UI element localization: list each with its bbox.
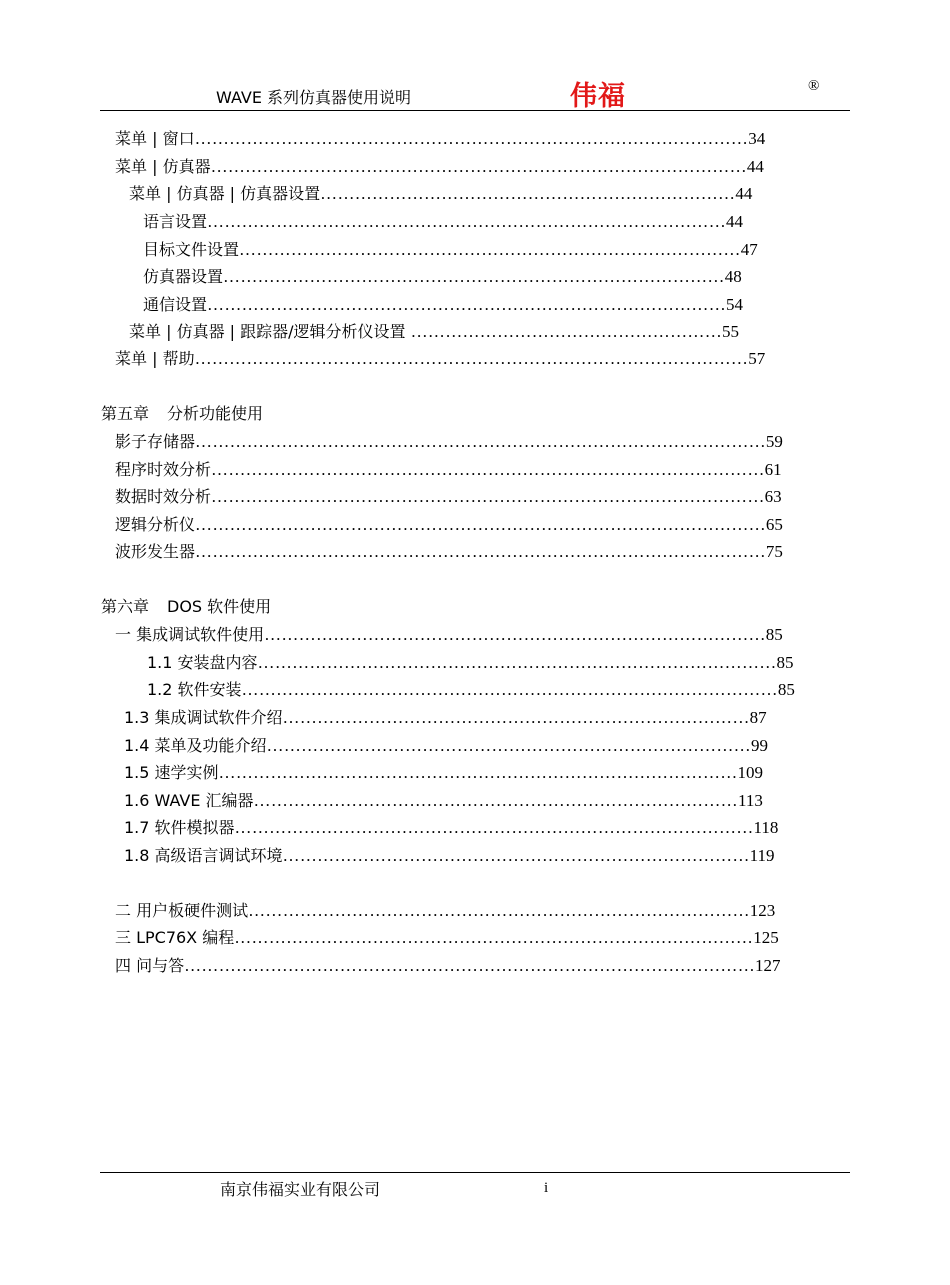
toc-entry: [115, 431, 786, 453]
chapter-heading: [101, 403, 263, 425]
chapter-title: DOS 软件使用: [167, 597, 272, 616]
chapter-label: 第六章: [101, 597, 150, 616]
toc-page-number: 127: [755, 956, 781, 975]
toc-entry: [124, 817, 780, 839]
chapter-title: 分析功能使用: [167, 404, 264, 423]
toc-entry-title: 1.8 高级语言调试环境: [124, 846, 283, 865]
toc-dot-leader: ……………………………………………………………………………: [223, 267, 725, 286]
toc-entry-title: 菜单 | 窗口: [115, 129, 195, 148]
toc-entry: [115, 486, 786, 508]
toc-dot-leader: ………………………………………………………………………: [282, 846, 750, 865]
toc-entry: [115, 624, 787, 646]
toc-entry-title: 1.5 速学实例: [124, 763, 219, 782]
company-name: 南京伟福实业有限公司: [220, 1180, 381, 1199]
toc-dot-leader: ………………………………………………………………………………: [234, 818, 754, 837]
toc-entry-title: 逻辑分析仪: [115, 515, 196, 534]
toc-entry: [124, 845, 776, 867]
toc-entry-title: 三 LPC76X 编程: [115, 928, 235, 947]
toc-page-number: 87: [749, 708, 767, 727]
toc-entry-title: 1.4 菜单及功能介绍: [124, 736, 267, 755]
toc-page-number: 59: [765, 432, 783, 451]
toc-entry-title: 菜单 | 仿真器: [115, 157, 211, 176]
toc-entry-title: 菜单 | 仿真器 | 仿真器设置: [129, 184, 321, 203]
toc-entry-title: 1.3 集成调试软件介绍: [124, 708, 283, 727]
toc-page-number: 47: [740, 240, 758, 259]
toc-page-number: 113: [737, 791, 763, 810]
toc-entry-title: 1.1 安装盘内容: [147, 653, 258, 672]
toc-entry-title: 目标文件设置: [143, 240, 240, 259]
toc-page-number: 48: [724, 267, 742, 286]
toc-dot-leader: ………………………………………………………………………………………: [184, 956, 755, 975]
toc-dot-leader: ………………………………………………………………………………………: [195, 432, 766, 451]
toc-entry: [115, 128, 777, 150]
toc-page-number: 57: [748, 349, 766, 368]
toc-entry-title: 1.7 软件模拟器: [124, 818, 235, 837]
toc-page-number: 99: [750, 736, 768, 755]
toc-dot-leader: ……………………………………………………………………………: [239, 240, 741, 259]
toc-entry: [115, 900, 792, 922]
toc-dot-leader: ………………………………………………………………………………: [218, 763, 738, 782]
toc-page-number: 119: [749, 846, 775, 865]
toc-page-number: 44: [746, 157, 764, 176]
toc-entry: [124, 762, 780, 784]
toc-page-number: 125: [753, 928, 779, 947]
toc-entry-title: 程序时效分析: [115, 460, 212, 479]
toc-entry: [143, 211, 758, 233]
page-number: i: [544, 1180, 549, 1196]
toc-dot-leader: ………………………………………………………………………………: [257, 653, 777, 672]
toc-entry-title: 数据时效分析: [115, 487, 212, 506]
toc-entry-title: 菜单 | 帮助: [115, 349, 195, 368]
toc-entry: [115, 927, 792, 949]
toc-page-number: 85: [776, 653, 794, 672]
toc-entry: [115, 955, 792, 977]
toc-entry: [143, 266, 758, 288]
toc-dot-leader: ……………………………………………………………………………: [264, 625, 766, 644]
toc-dot-leader: …………………………………………………………………………………: [241, 680, 778, 699]
toc-entry-title: 影子存储器: [115, 432, 196, 451]
toc-dot-leader: ………………………………………………………………………………………: [195, 515, 766, 534]
toc-page-number: 54: [726, 295, 744, 314]
toc-dot-leader: ………………………………………………………………………………: [207, 212, 727, 231]
toc-entry: [143, 294, 758, 316]
toc-page-number: 63: [764, 487, 782, 506]
toc-page-number: 75: [765, 542, 783, 561]
chapter-heading: [101, 596, 271, 618]
toc-page-number: 44: [726, 212, 744, 231]
toc-dot-leader: …………………………………………………………………………: [266, 736, 751, 755]
toc-page-number: 44: [735, 184, 753, 203]
toc-dot-leader: …………………………………………………………………………………: [210, 157, 747, 176]
toc-page-number: 123: [749, 901, 776, 920]
toc-entry: [124, 707, 780, 729]
toc-entry-title: 1.2 软件安装: [147, 680, 242, 699]
registered-mark: ®: [808, 78, 820, 94]
toc-entry-title: 一 集成调试软件使用: [115, 625, 265, 644]
toc-entry-title: 菜单 | 仿真器 | 跟踪器/逻辑分析仪设置: [129, 322, 411, 341]
toc-dot-leader: ……………………………………………………………………………………: [211, 460, 765, 479]
toc-page-number: 85: [777, 680, 795, 699]
toc-entry: [129, 183, 755, 205]
toc-dot-leader: …………………………………………………………………………: [253, 791, 738, 810]
toc-entry: [115, 459, 786, 481]
toc-dot-leader: ………………………………………………: [410, 322, 723, 341]
toc-entry: [115, 348, 777, 370]
toc-dot-leader: ……………………………………………………………………………: [248, 901, 750, 920]
toc-page-number: 85: [765, 625, 783, 644]
toc-dot-leader: ………………………………………………………………: [320, 184, 736, 203]
toc-page-number: 61: [764, 460, 782, 479]
toc-entry: [115, 514, 786, 536]
toc-entry-title: 1.6 WAVE 汇编器: [124, 791, 254, 810]
toc-dot-leader: ……………………………………………………………………………………: [211, 487, 765, 506]
toc-dot-leader: ……………………………………………………………………………………: [194, 129, 749, 148]
toc-page-number: 34: [748, 129, 766, 148]
toc-entry-title: 四 问与答: [115, 956, 185, 975]
toc-entry: [147, 679, 803, 701]
toc-dot-leader: ………………………………………………………………………: [282, 708, 750, 727]
toc-page-number: 118: [753, 818, 779, 837]
page-footer: [100, 1172, 850, 1199]
toc-dot-leader: ……………………………………………………………………………………: [194, 349, 749, 368]
toc-page-number: 65: [765, 515, 783, 534]
toc-entry: [124, 735, 780, 757]
brand-logo-text: 伟福: [570, 81, 626, 112]
toc-entry: [124, 790, 780, 812]
document-title: WAVE 系列仿真器使用说明: [216, 88, 412, 107]
toc-entry-title: 二 用户板硬件测试: [115, 901, 249, 920]
chapter-label: 第五章: [101, 404, 150, 423]
toc-entry-title: 通信设置: [143, 295, 208, 314]
toc-entry: [147, 652, 803, 674]
toc-entry-title: 仿真器设置: [143, 267, 224, 286]
toc-entry: [115, 541, 786, 563]
toc-entry-title: 波形发生器: [115, 542, 196, 561]
toc-entry: [115, 156, 777, 178]
toc-entry-title: 语言设置: [143, 212, 208, 231]
toc-page-number: 55: [722, 322, 740, 341]
toc-entry: [143, 239, 758, 261]
toc-dot-leader: ………………………………………………………………………………………: [195, 542, 766, 561]
toc-entry: [129, 321, 748, 343]
toc-page-number: 109: [737, 763, 764, 782]
toc-dot-leader: ………………………………………………………………………………: [234, 928, 754, 947]
toc-dot-leader: ………………………………………………………………………………: [207, 295, 727, 314]
